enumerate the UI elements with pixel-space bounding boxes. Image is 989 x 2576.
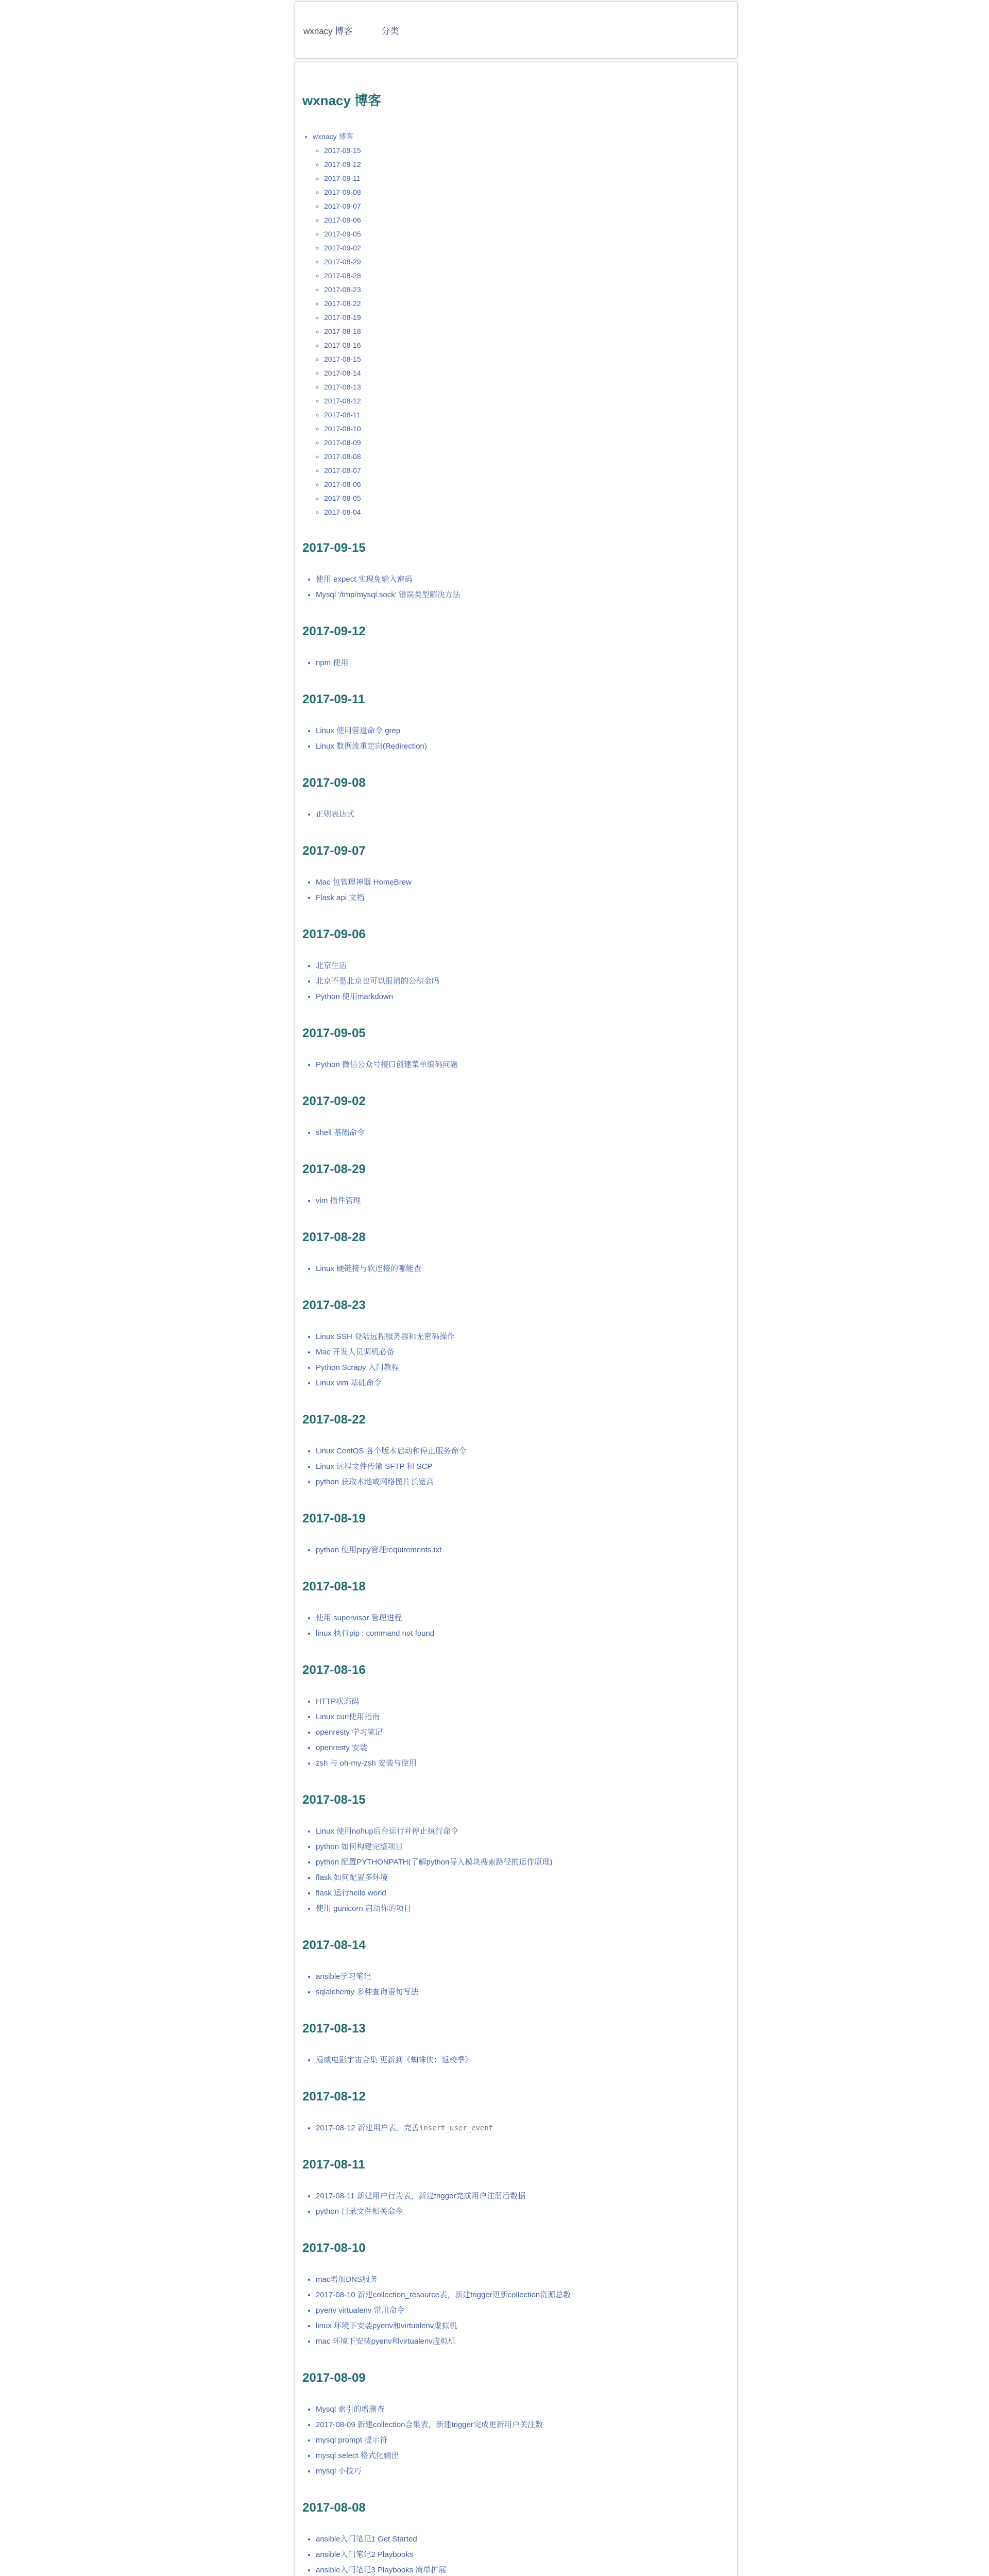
day-heading: 2017-08-28 [302,1230,366,1244]
toc-date-item [324,492,730,505]
toc-date-link[interactable]: 2017-09-07 [324,202,361,210]
day-section [302,1511,730,1558]
toc-date-link[interactable]: 2017-08-15 [324,355,361,363]
toc-date-item [324,366,730,380]
list-item [316,2204,730,2219]
toc-date-link[interactable]: 2017-09-12 [324,160,361,168]
entry-link[interactable]: zsh 与 oh-my-zsh 安装与使用 [316,1759,417,1768]
toc-date-link[interactable]: 2017-08-08 [324,452,361,461]
day-heading: 2017-08-16 [302,1663,366,1677]
toc-date-link[interactable]: 2017-08-28 [324,272,361,280]
entry-link[interactable]: 使用 expect 实现免输入密码 [316,575,413,584]
top-nav [295,1,738,59]
toc-date-item [324,241,730,255]
entry-link[interactable]: Linux 使用nohup后台运行并停止执行命令 [316,1827,458,1836]
entry-link[interactable]: 正则表达式 [316,810,355,819]
list-item [316,2303,730,2318]
toc-date-item [324,185,730,199]
toc-root-link[interactable]: wxnacy 博客 [313,132,353,141]
toc-date-item [324,478,730,492]
day-heading: 2017-08-15 [302,1793,366,1807]
day-heading: 2017-08-23 [302,1298,366,1312]
toc-date-item [324,311,730,325]
entry-list [302,1057,730,1073]
day-section [302,2500,730,2576]
entry-link[interactable]: ansible入门笔记2 Playbooks [316,2550,414,2559]
toc-date-link[interactable]: 2017-08-06 [324,480,361,488]
entry-link[interactable]: Linux 远程文件传输 SFTP 和 SCP [316,1462,433,1471]
entry-link[interactable]: Linux CentOS 各个版本启动和停止服务命令 [316,1447,467,1455]
entry-link[interactable]: 2017-08-10 新建collection_resource表，新建trigger更新collection资源总数 [316,2291,571,2299]
entry-link[interactable]: linux 环境下安装pyenv和virtualenv虚拟机 [316,2321,457,2330]
list-item [316,2334,730,2349]
list-item [316,739,730,754]
entry-link[interactable]: 2017-08-12 新建用户表。完善 [316,2124,419,2132]
entry-list [302,2053,730,2068]
day-heading: 2017-09-07 [302,844,366,858]
entry-link[interactable]: sqlalchemy 多种查询语句写法 [316,1988,419,1996]
toc-date-link[interactable]: 2017-08-12 [324,397,361,405]
entry-link[interactable]: linux 执行pip : command not found [316,1629,435,1638]
entry-list [302,1193,730,1209]
toc-date-link[interactable]: 2017-09-15 [324,146,361,155]
nav-category-link[interactable]: 分类 [381,26,399,36]
entry-link[interactable]: ansible学习笔记 [316,1972,371,1981]
toc-date-item [324,338,730,352]
toc-date-item [324,297,730,311]
day-section [302,1662,730,1771]
list-item [316,1543,730,1558]
list-item [316,2417,730,2433]
entry-list [302,1444,730,1490]
day-heading: 2017-08-09 [302,2371,366,2385]
day-section [302,1937,730,2000]
entry-link[interactable]: shell 基础命令 [316,1128,365,1137]
entry-code: insert_user_event [419,2124,493,2132]
entry-link[interactable]: Mysql '/tmp/mysql.sock' 错误类型解决方法 [316,590,461,599]
list-item [316,807,730,822]
entry-link[interactable]: python 使用pipy管理requirements.txt [316,1546,442,1554]
day-section [302,540,730,603]
toc-date-item [324,505,730,519]
toc-date-link[interactable]: 2017-08-29 [324,258,361,266]
day-heading: 2017-08-22 [302,1413,366,1427]
list-item [316,2433,730,2448]
day-section [302,1161,730,1209]
day-section [302,1412,730,1490]
day-section [302,2089,730,2136]
list-item [316,974,730,989]
list-item [316,1756,730,1771]
day-heading: 2017-09-12 [302,624,366,638]
entry-link[interactable]: openresty 安装 [316,1743,368,1752]
toc-date-link[interactable]: 2017-08-10 [324,425,361,433]
entry-link[interactable]: flask 运行hello world [316,1889,386,1897]
toc-date-item [324,464,730,478]
entry-link[interactable]: 2017-08-11 新建用户行为表，新建trigger完成用户注册后数据 [316,2192,526,2200]
list-item [316,958,730,974]
entry-link[interactable]: 使用 gunicorn 启动你的项目 [316,1904,412,1913]
list-item [316,1360,730,1376]
toc-date-item [324,255,730,269]
entry-list [302,1543,730,1558]
toc-date-list [313,144,730,519]
entry-link[interactable]: python 获取本地或网络图片长宽高 [316,1478,434,1486]
entry-list [302,875,730,906]
toc-date-link[interactable]: 2017-09-08 [324,188,361,196]
day-heading: 2017-08-08 [302,2501,366,2515]
toc-date-link[interactable]: 2017-08-04 [324,508,361,516]
entry-list [302,1125,730,1141]
entry-link[interactable]: python 配置PYTHONPATH(了解python导入模块搜索路径的运作原理) [316,1858,553,1867]
list-item [316,1985,730,2000]
list-item [316,2287,730,2303]
entry-link[interactable]: Linux curl使用指南 [316,1713,380,1721]
day-section [302,1579,730,1641]
toc-date-link[interactable]: 2017-08-19 [324,313,361,321]
day-section [302,2157,730,2219]
list-item [316,2563,730,2576]
entry-link[interactable]: python 如何构建完整项目 [316,1842,403,1851]
entry-list [302,2121,730,2136]
list-item [316,1611,730,1626]
toc-date-item [324,325,730,338]
toc-date-item [324,352,730,366]
toc-date-item [324,422,730,436]
list-item [316,1193,730,1209]
list-item [316,890,730,906]
entry-link[interactable]: ansible入门笔记3 Playbooks 简单扩展 [316,2566,447,2574]
toc-date-item [324,283,730,297]
day-section [302,2370,730,2479]
toc-date-link[interactable]: 2017-09-11 [324,174,361,182]
entry-link[interactable]: Linux 使用管道命令 grep [316,726,401,735]
day-sections [302,540,730,2576]
list-item [316,1057,730,1073]
entry-link[interactable]: 使用 supervisor 管理进程 [316,1614,402,1622]
entry-link[interactable]: Linux 数据流重定向(Redirection) [316,742,427,751]
entry-list [302,1261,730,1277]
list-item [316,2121,730,2136]
entry-link[interactable]: mac增加DNS服务 [316,2275,378,2284]
list-item [316,2272,730,2287]
toc-date-link[interactable]: 2017-08-16 [324,341,361,349]
day-heading: 2017-08-11 [302,2158,365,2172]
toc-date-item [324,199,730,213]
list-item [316,1376,730,1391]
list-item [316,1345,730,1360]
entry-list [302,655,730,671]
entry-link[interactable]: pyenv virtualenv 常用命令 [316,2306,405,2315]
entry-link[interactable]: 漫威电影宇宙合集 更新到《蜘蛛侠：返校季》 [316,2056,473,2064]
toc-date-link[interactable]: 2017-08-07 [324,466,361,474]
list-item [316,2547,730,2563]
toc-date-item [324,144,730,158]
list-item [316,572,730,587]
entry-link[interactable]: 北京生活 [316,961,347,970]
toc-date-item [324,408,730,422]
list-item [316,1870,730,1886]
list-item [316,1626,730,1641]
list-item [316,1969,730,1985]
toc-date-item [324,158,730,172]
list-item [316,2053,730,2068]
day-section [302,926,730,1005]
entry-list [302,2189,730,2219]
toc-date-item [324,213,730,227]
list-item [316,1475,730,1490]
entry-list [302,2272,730,2349]
day-section [302,691,730,754]
entry-link[interactable]: 北京不是北京也可以报销的公积金吗 [316,977,440,986]
entry-link[interactable]: Mysql 索引的增删查 [316,2405,385,2414]
entry-list [302,572,730,603]
list-item [316,1694,730,1709]
day-section [302,843,730,906]
list-item [316,587,730,603]
entry-list [302,723,730,754]
day-section [302,775,730,822]
toc-date-link[interactable]: 2017-08-13 [324,383,361,391]
toc-date-link[interactable]: 2017-08-11 [324,411,361,419]
list-item [316,1839,730,1855]
entry-link[interactable]: flask 如何配置多环境 [316,1873,388,1882]
entry-link[interactable]: npm 使用 [316,658,349,667]
entry-link[interactable]: Mac 开发人员调机必备 [316,1348,395,1357]
entry-list [302,807,730,822]
toc-date-link[interactable]: 2017-08-18 [324,327,361,335]
entry-list [302,1611,730,1641]
toc-date-link[interactable]: 2017-09-05 [324,230,361,238]
entry-link[interactable]: openresty 学习笔记 [316,1728,383,1737]
list-item [316,1329,730,1345]
toc-date-item [324,269,730,283]
entry-list [302,1329,730,1391]
toc-date-link[interactable]: 2017-08-22 [324,299,361,308]
entry-link[interactable]: mysql 小技巧 [316,2467,362,2476]
list-item [316,2402,730,2417]
entry-link[interactable]: Python 使用markdown [316,992,394,1001]
day-heading: 2017-09-05 [302,1026,366,1040]
entry-link[interactable]: vim 插件管理 [316,1196,361,1205]
list-item [316,1459,730,1475]
toc-date-link[interactable]: 2017-08-14 [324,369,361,377]
day-heading: 2017-08-29 [302,1162,366,1176]
entry-link[interactable]: Python 微信公众号接口创建菜单编码问题 [316,1060,458,1069]
day-heading: 2017-09-15 [302,541,366,555]
list-item [316,1261,730,1277]
day-heading: 2017-08-12 [302,2090,366,2104]
list-item [316,875,730,890]
table-of-contents [302,130,730,519]
list-item [316,2189,730,2204]
toc-date-link[interactable]: 2017-09-02 [324,244,361,252]
day-heading: 2017-09-02 [302,1094,366,1108]
entry-list [302,2402,730,2479]
day-section [302,1297,730,1391]
toc-date-item [324,394,730,408]
list-item [316,723,730,739]
toc-date-item [324,450,730,464]
day-heading: 2017-08-18 [302,1580,366,1594]
nav-brand-link[interactable]: wxnacy 博客 [303,26,353,36]
entry-link[interactable]: Python Scrapy 入门教程 [316,1363,399,1372]
toc-date-item [324,436,730,450]
toc-date-item [324,172,730,185]
list-item [316,1886,730,1901]
list-item [316,1824,730,1839]
toc-date-link[interactable]: 2017-08-09 [324,438,361,447]
main-content [295,62,738,2576]
list-item [316,1901,730,1917]
list-item [316,1709,730,1725]
list-item [316,1740,730,1756]
list-item [316,1855,730,1870]
day-heading: 2017-09-11 [302,692,365,706]
entry-link[interactable]: Linux SSH 登陆远程服务器和无密码操作 [316,1332,455,1341]
day-heading: 2017-08-19 [302,1512,366,1526]
day-section [302,2021,730,2068]
entry-link[interactable]: mysql select 格式化输出 [316,2451,399,2460]
entry-link[interactable]: Flask api 文档 [316,893,365,902]
day-section [302,2240,730,2349]
day-section [302,1025,730,1073]
day-heading: 2017-09-08 [302,776,366,790]
list-item [316,655,730,671]
toc-date-link[interactable]: 2017-08-23 [324,285,361,294]
day-heading: 2017-08-13 [302,2022,366,2036]
list-item [316,2532,730,2547]
list-item [316,989,730,1005]
entry-link[interactable]: mac 环境下安装pyenv和virtualenv虚拟机 [316,2337,456,2346]
toc-date-link[interactable]: 2017-08-05 [324,494,361,502]
toc-root-item [313,130,730,519]
toc-date-item [324,380,730,394]
entry-list [302,1824,730,1917]
list-item [316,1444,730,1459]
entry-link[interactable]: Linux 硬链接与软连接的哪能查 [316,1264,422,1273]
day-heading: 2017-09-06 [302,927,366,941]
list-item [316,2464,730,2479]
entry-link[interactable]: Mac 包管理神器 HomeBrew [316,878,412,887]
entry-link[interactable]: ansible入门笔记1 Get Started [316,2535,417,2544]
list-item [316,1125,730,1141]
entry-link[interactable]: HTTP状态码 [316,1697,360,1706]
entry-list [302,958,730,1005]
day-section [302,1229,730,1277]
toc-date-link[interactable]: 2017-09-06 [324,216,361,224]
day-heading: 2017-08-14 [302,1938,366,1952]
entry-list [302,2532,730,2576]
entry-list [302,1694,730,1771]
entry-link[interactable]: python 目录文件相关命令 [316,2207,403,2216]
day-section [302,1093,730,1141]
day-section [302,623,730,671]
toc-date-item [324,227,730,241]
day-heading: 2017-08-10 [302,2241,366,2255]
entry-link[interactable]: Linux vim 基础命令 [316,1379,382,1387]
list-item [316,2318,730,2334]
entry-link[interactable]: 2017-08-09 新建collection合集表，新建trigger完成更新用户关注数 [316,2420,543,2429]
entry-list [302,1969,730,2000]
list-item [316,1725,730,1740]
page-title: wxnacy 博客 [302,93,382,108]
list-item [316,2448,730,2464]
day-section [302,1792,730,1917]
entry-link[interactable]: mysql prompt 提示符 [316,2436,388,2445]
